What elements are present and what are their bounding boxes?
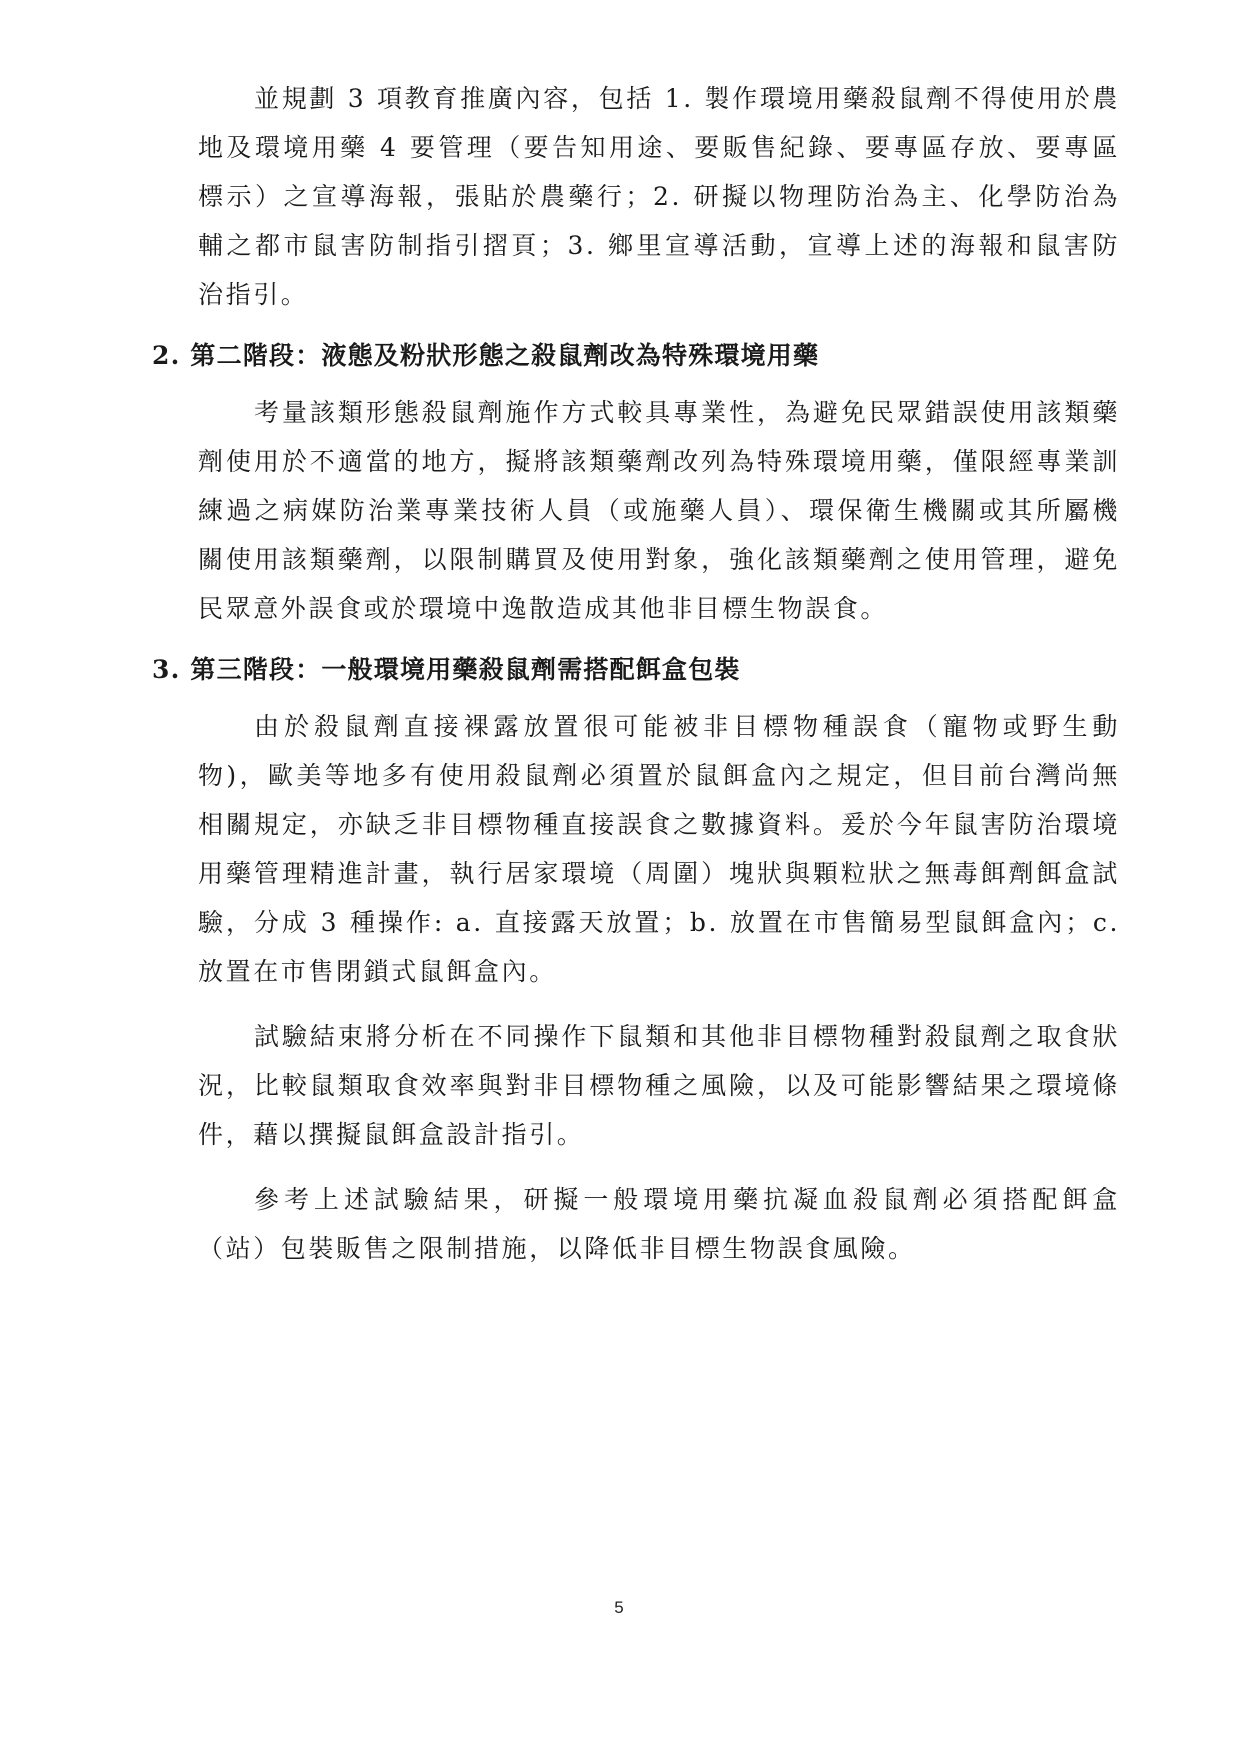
section-heading-stage-2: 2. 第二階段：液態及粉狀形態之殺鼠劑改為特殊環境用藥: [152, 341, 820, 370]
page-number: 5: [614, 1598, 624, 1617]
paragraph-stage-2: 考量該類形態殺鼠劑施作方式較具專業性，為避免民眾錯誤使用該類藥劑使用於不適當的地方，擬將該類藥劑改列為特殊環境用藥，僅限經專業訓練過之病媒防治業專業技術人員（或施藥人員）、環保衛生機關或其所屬機關使用該類藥劑，以限制購買及使用對象，強化該類藥劑之使用管理，避免民眾意外誤食或於環境中逸散造成其他非目標生物誤食。: [198, 398, 1120, 623]
paragraph-stage-3-analysis: 試驗結束將分析在不同操作下鼠類和其他非目標物種對殺鼠劑之取食狀況，比較鼠類取食效率與對非目標物種之風險，以及可能影響結果之環境條件，藉以撰擬鼠餌盒設計指引。: [198, 1022, 1120, 1149]
paragraph-stage-3-measures: 參考上述試驗結果，研擬一般環境用藥抗凝血殺鼠劑必須搭配餌盒（站）包裝販售之限制措施，以降低非目標生物誤食風險。: [198, 1185, 1120, 1263]
paragraph-stage-3-bait-test: 由於殺鼠劑直接裸露放置很可能被非目標物種誤食（寵物或野生動物)，歐美等地多有使用殺鼠劑必須置於鼠餌盒內之規定，但目前台灣尚無相關規定，亦缺乏非目標物種直接誤食之數據資料。爰於今年鼠害防治環境用藥管理精進計畫，執行居家環境（周圍）塊狀與顆粒狀之無毒餌劑餌盒試驗，分成 3 種操作: a. 直接露天放置；b. 放置在市售簡易型鼠餌盒內；c. 放置在市售閉鎖式鼠餌盒內。: [198, 712, 1120, 986]
paragraph-education-plan: 並規劃 3 項教育推廣內容，包括 1. 製作環境用藥殺鼠劑不得使用於農地及環境用藥 4 要管理（要告知用途、要販售紀錄、要專區存放、要專區標示）之宣導海報，張貼於農藥行；2. 研擬以物理防治為主、化學防治為輔之都市鼠害防制指引摺頁；3. 鄉里宣導活動，宣導上述的海報和鼠害防治指引。: [198, 84, 1120, 309]
section-heading-stage-3: 3. 第三階段：一般環境用藥殺鼠劑需搭配餌盒包裝: [152, 655, 741, 684]
document-body: [152, 74, 1120, 1273]
